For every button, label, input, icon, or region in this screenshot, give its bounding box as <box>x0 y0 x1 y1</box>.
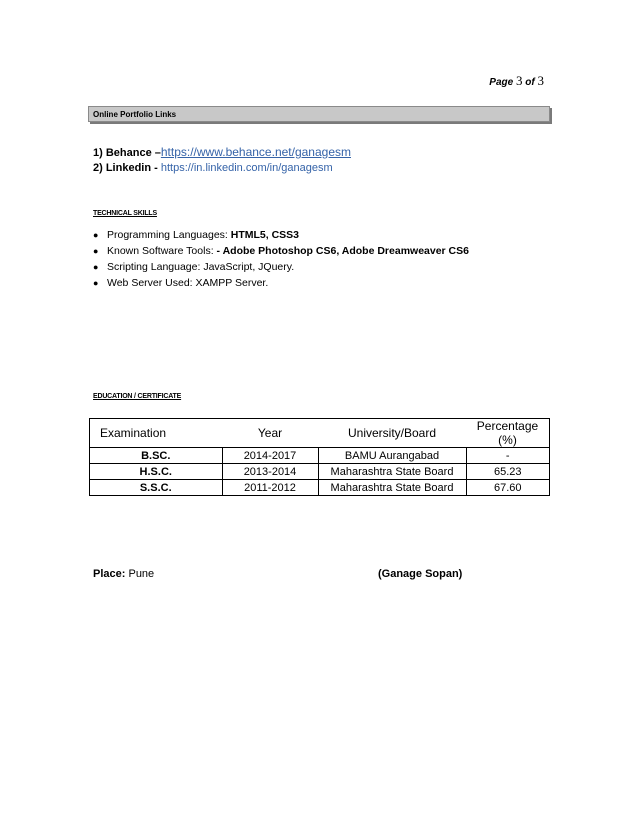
bullet-icon: ● <box>93 262 99 272</box>
place-value: Pune <box>125 568 155 580</box>
table-cell: - <box>466 448 550 464</box>
bullet-icon: ● <box>93 230 99 240</box>
behance-link[interactable]: https://www.behance.net/ganagesm <box>160 145 351 159</box>
column-header: Year <box>222 419 318 448</box>
page-of: of <box>525 77 535 88</box>
signature-name: (Ganage Sopan) <box>378 568 463 580</box>
education-table <box>89 418 550 496</box>
table-cell: H.S.C. <box>90 464 223 480</box>
skill-label: Scripting Language: JavaScript, JQuery. <box>107 261 295 273</box>
skill-value: HTML5, CSS3 <box>230 229 300 241</box>
skill-value: - Adobe Photoshop CS6, Adobe Dreamweaver CS6 <box>216 245 469 257</box>
education-heading: EDUCATION / CERTIFICATE <box>93 393 182 400</box>
table-cell: 2014-2017 <box>222 448 318 464</box>
portfolio-links <box>93 145 351 176</box>
table-cell: 2011-2012 <box>222 480 318 496</box>
table-cell: S.S.C. <box>90 480 223 496</box>
page-current: 3 <box>515 73 523 88</box>
table-row <box>90 480 550 496</box>
table-cell: Maharashtra State Board <box>318 480 466 496</box>
table-cell: 2013-2014 <box>222 464 318 480</box>
column-header: Percentage (%) <box>466 419 550 448</box>
column-header: University/Board <box>318 419 466 448</box>
place-label: Place: <box>93 568 126 580</box>
table-row <box>90 448 550 464</box>
table-cell: 65.23 <box>466 464 550 480</box>
table-cell: BAMU Aurangabad <box>318 448 466 464</box>
page-prefix: Page <box>489 77 514 88</box>
list-item <box>93 259 469 275</box>
column-header: Examination <box>90 419 223 448</box>
linkedin-link[interactable]: https://in.linkedin.com/in/ganagesm <box>160 162 333 174</box>
list-item <box>93 243 469 259</box>
page-total: 3 <box>537 73 544 88</box>
list-item <box>93 275 469 291</box>
table-header-row <box>90 419 550 448</box>
behance-link-row <box>93 145 351 161</box>
place <box>93 568 154 580</box>
skills-list <box>93 227 469 291</box>
page-number <box>489 73 544 89</box>
skill-label: Programming Languages: <box>107 229 231 241</box>
linkedin-link-row <box>93 161 351 176</box>
bullet-icon: ● <box>93 246 99 256</box>
table-cell: 67.60 <box>466 480 550 496</box>
skills-heading: TECHNICAL SKILLS <box>93 210 157 217</box>
bullet-icon: ● <box>93 278 99 288</box>
table-row <box>90 464 550 480</box>
portfolio-heading: Online Portfolio Links <box>88 106 550 122</box>
table-cell: B.SC. <box>90 448 223 464</box>
table-cell: Maharashtra State Board <box>318 464 466 480</box>
behance-label: 1) Behance – <box>93 147 161 159</box>
skill-label: Web Server Used: XAMPP Server. <box>107 277 269 289</box>
skill-label: Known Software Tools: <box>107 245 217 257</box>
list-item <box>93 227 469 243</box>
linkedin-label: 2) Linkedin - <box>93 162 158 174</box>
